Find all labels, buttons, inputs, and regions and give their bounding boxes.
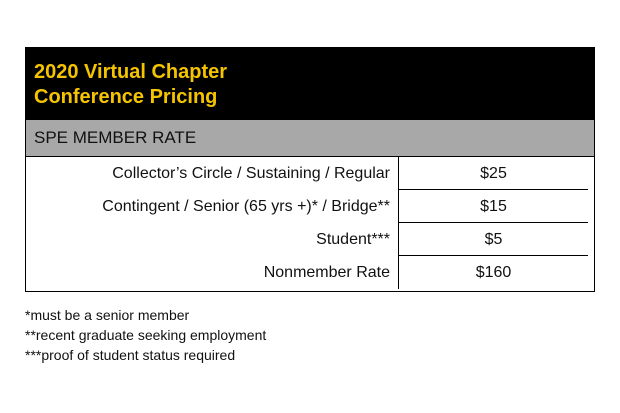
- row-price: $5: [398, 223, 588, 256]
- table-row: [26, 223, 594, 256]
- table-row: [26, 190, 594, 223]
- header-title-line-1: 2020 Virtual Chapter: [34, 61, 228, 83]
- footnotes: [25, 305, 266, 365]
- row-label: Contingent / Senior (65 yrs +)* / Bridge**: [102, 198, 390, 215]
- footnote: **recent graduate seeking employment: [25, 327, 267, 343]
- footnote: ***proof of student status required: [25, 347, 236, 363]
- row-price: $25: [398, 157, 588, 190]
- table-row: [26, 256, 594, 289]
- table-row: [26, 157, 594, 190]
- pricing-table: [25, 47, 595, 292]
- footnote: *must be a senior member: [25, 307, 190, 323]
- row-label: Nonmember Rate: [263, 264, 390, 281]
- table-header: [26, 48, 594, 119]
- row-price: $15: [398, 190, 588, 223]
- row-label: Collector’s Circle / Sustaining / Regular: [112, 165, 390, 182]
- row-label: Student***: [316, 231, 390, 248]
- section-member-rate: SPE MEMBER RATE: [26, 119, 594, 157]
- header-title-line-2: Conference Pricing: [34, 86, 218, 108]
- row-price: $160: [398, 256, 588, 289]
